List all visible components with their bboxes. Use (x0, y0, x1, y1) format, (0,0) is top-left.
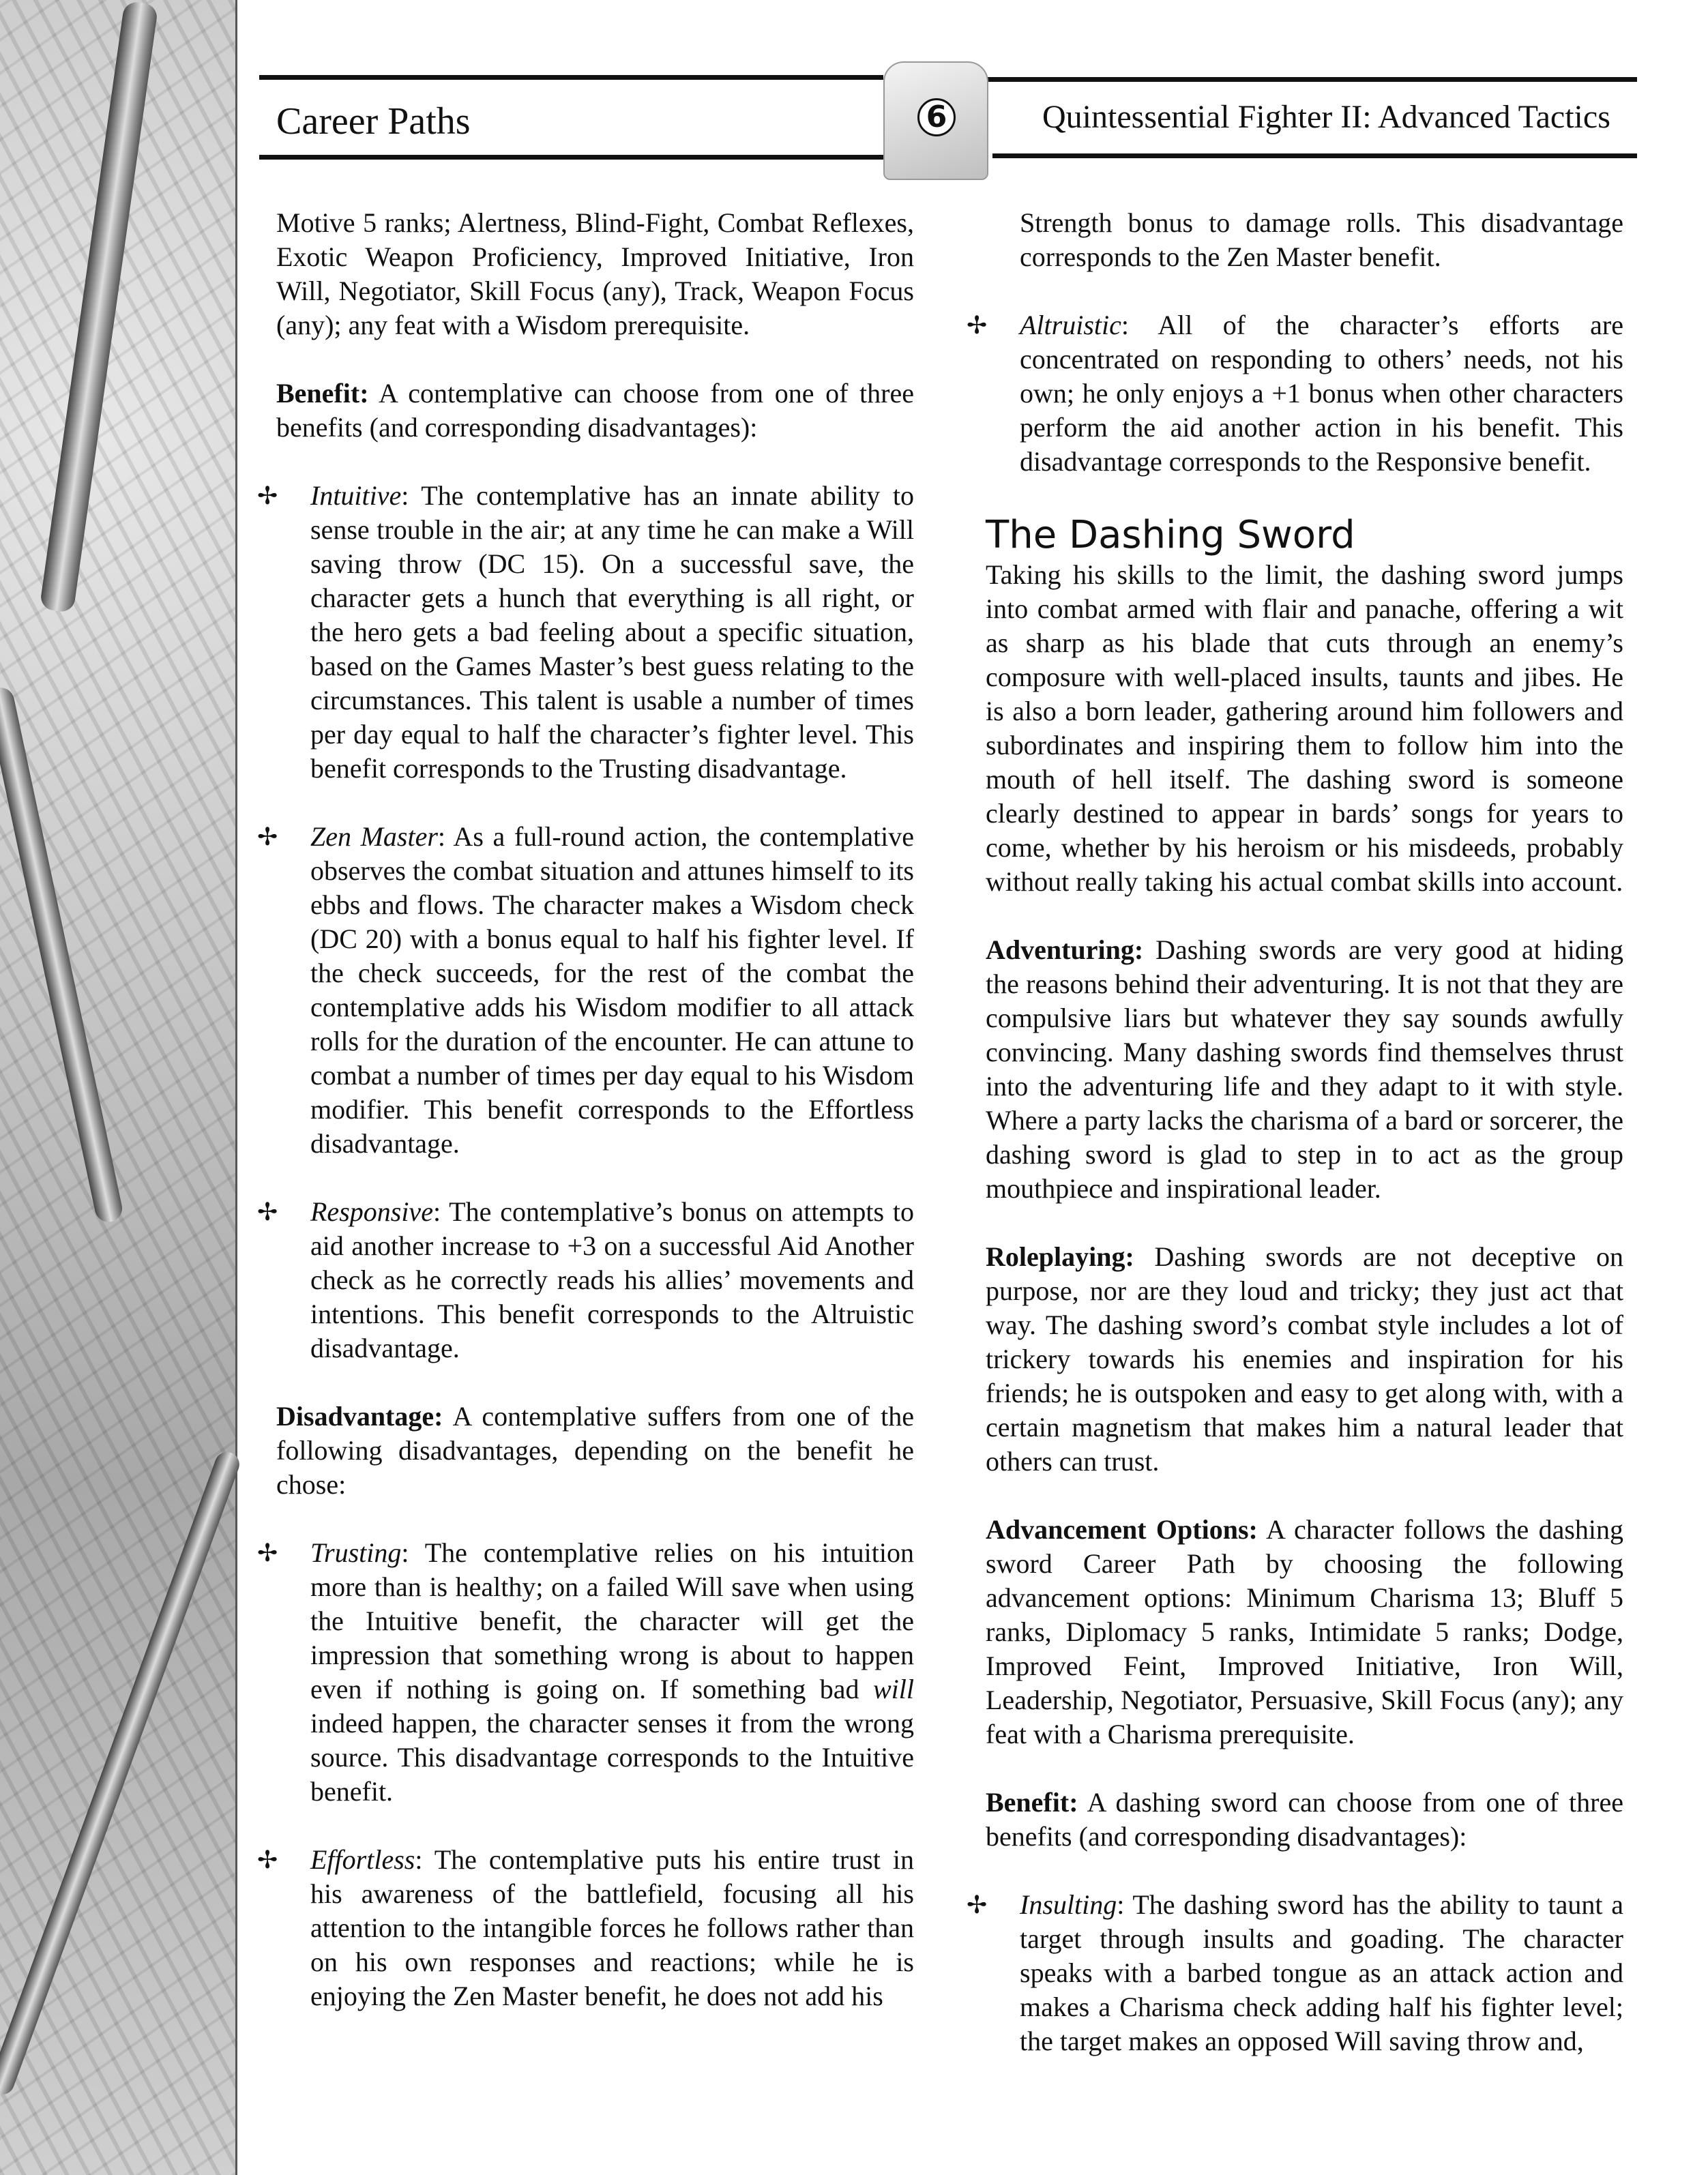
header-rule-bottom-right (992, 153, 1637, 158)
run-in-heading: Roleplaying: (986, 1241, 1134, 1272)
text-run: : The contemplative relies on his intuition more than is healthy; on a failed Will save when using the Intuitive benefit, the character will get the impression that something wrong is about to happen even if nothing is going on. If something bad (310, 1537, 914, 1704)
text-run: Motive 5 ranks; Alertness, Blind-Fight, Combat Reflexes, Exotic Weapon Proficiency, Improved Initiative, Iron Will, Negotiator, Skill Focus (any), Track, Weapon Focus (any); any feat with a Wisdom prerequisite. (276, 207, 914, 340)
bullet-star-icon: ✢ (257, 1198, 278, 1226)
text-run: : The contemplative has an innate ability to sense trouble in the air; at any time he can make a Will saving throw (DC 15). On a successful save, the character gets a hunch that everything is all right, or the hero gets a bad feeling about a specific situation, based on the Games Master’s best guess relating to the circumstances. This talent is usable a number of times per day equal to half the character’s fighter level. This benefit corresponds to the Trusting disadvantage. (310, 480, 914, 784)
italic-term: Responsive (310, 1196, 433, 1227)
header-rule-bottom-left (259, 155, 904, 160)
text-run: A contemplative suffers from one of the following disadvantages, depending on the benefit he chose: (276, 1401, 914, 1500)
left-column (257, 206, 914, 2047)
text-run: Dashing swords are very good at hiding the reasons behind their adventuring. It is not that they are compulsive liars but whatever they say sounds awfully convincing. Many dashing swords find themselves thrust into the adventuring life and they adapt to it with style. Where a party lacks the charisma of a bard or sorcerer, the dashing sword is glad to step in to act as the group mouthpiece and inspirational leader. (986, 934, 1623, 1204)
text-run: Dashing swords are not deceptive on purpose, nor are they loud and tricky; they just act that way. The dashing sword’s combat style includes a lot of trickery towards his enemies and inspiration for his friends; he is outspoken and easy to get along with, with a certain magnetism that makes him a natural leader that others can trust. (986, 1241, 1623, 1477)
bullet-item (257, 479, 914, 786)
section-heading (986, 513, 1623, 558)
text-run: The Dashing Sword (986, 513, 1355, 557)
sword-drawing (40, 1, 159, 613)
text-run: A character follows the dashing sword Career Path by choosing the following advancement options: Minimum Charisma 13; Bluff 5 ranks, Diplomacy 5 ranks, Intimidate 5 ranks; Dodge, Improved Feint, Improved Initiative, Iron Will, Leadership, Negotiator, Persuasive, Skill Focus (any); any feat with a Charisma prerequisite. (986, 1514, 1623, 1749)
italic-term: Altruistic (1020, 310, 1121, 340)
right-column (967, 206, 1623, 2092)
italic-term: Zen Master (310, 821, 438, 852)
text-run: A contemplative can choose from one of three benefits (and corresponding disadvantages): (276, 378, 914, 443)
text-run: : The contemplative’s bonus on attempts to aid another increase to +3 on a successful Aid Another check as he correctly reads his allies’ movements and intentions. This benefit corresponds to the Altruistic disadvantage. (310, 1196, 914, 1363)
spear-drawing (0, 1449, 243, 2098)
bullet-item (967, 1888, 1623, 2058)
bullet-item (257, 1195, 914, 1365)
paragraph (276, 376, 914, 445)
italic-term: Effortless (310, 1844, 415, 1875)
page-number: 6 (917, 98, 956, 136)
paragraph (986, 1513, 1623, 1751)
paragraph (276, 1400, 914, 1502)
italic-term: Trusting (310, 1537, 402, 1568)
paragraph (986, 933, 1623, 1206)
paragraph (986, 1240, 1623, 1479)
italic-term: will (872, 1674, 914, 1704)
text-run: : The contemplative puts his entire trust in his awareness of the battlefield, focusing all his attention to the intangible forces he follows rather than on his own responses and reactions; while he is enjoying the Zen Master benefit, he does not add his (310, 1844, 914, 2011)
text-run: Taking his skills to the limit, the dashing sword jumps into combat armed with flair and panache, offering a wit as sharp as his blade that cuts through an enemy’s composure with well-placed insults, taunts and jibes. He is also a born leader, gathering around him followers and subordinates and inspiring them to follow him into the mouth of hell itself. The dashing sword is someone clearly destined to appear in bards’ songs for years to come, whether by his heroism or his misdeeds, probably without really taking his actual combat skills into account. (986, 559, 1623, 897)
text-run: A dashing sword can choose from one of three benefits (and corresponding disadvantages): (986, 1787, 1623, 1852)
paragraph (986, 1786, 1623, 1854)
italic-term: Insulting (1020, 1889, 1117, 1920)
bullet-star-icon: ✢ (967, 312, 988, 339)
run-in-heading: Benefit: (986, 1787, 1078, 1818)
run-in-heading: Benefit: (276, 378, 369, 409)
header-rule-top-left (259, 75, 883, 80)
bullet-star-icon: ✢ (257, 823, 278, 850)
paragraph (276, 206, 914, 342)
bullet-star-icon: ✢ (257, 482, 278, 509)
text-run: Strength bonus to damage rolls. This disadvantage corresponds to the Zen Master benefit. (1020, 207, 1623, 272)
bullet-item (257, 820, 914, 1161)
run-in-heading: Adventuring: (986, 934, 1144, 965)
italic-term: Intuitive (310, 480, 402, 511)
book-title: Quintessential Fighter II: Advanced Tactics (1042, 99, 1610, 135)
run-in-heading: Disadvantage: (276, 1401, 443, 1432)
paragraph (986, 558, 1623, 899)
bullet-star-icon: ✢ (257, 1539, 278, 1567)
paragraph (986, 206, 1623, 274)
bullet-star-icon: ✢ (257, 1846, 278, 1874)
header-rule-top-right (986, 77, 1637, 82)
text-run: : The dashing sword has the ability to taunt a target through insults and goading. The character speaks with a barbed tongue as an attack action and makes a Charisma check adding half his fighter level; the target makes an opposed Will saving throw and, (1020, 1889, 1623, 2056)
bullet-item (257, 1536, 914, 1809)
bullet-star-icon: ✢ (967, 1891, 988, 1919)
text-run: indeed happen, the character senses it from the wrong source. This disadvantage corresponds to the Intuitive benefit. (310, 1708, 914, 1807)
text-run: : As a full-round action, the contemplative observes the combat situation and attunes himself to its ebbs and flows. The character makes a Wisdom check (DC 20) with a bonus equal to half his fighter level. If the check succeeds, for the rest of the combat the contemplative adds his Wisdom modifier to all attack rolls for the duration of the encounter. He can attune to combat a number of times per day equal to his Wisdom modifier. This benefit corresponds to the Effortless disadvantage. (310, 821, 914, 1159)
staff-drawing (0, 685, 125, 1225)
bullet-item (257, 1843, 914, 2013)
text-run: : All of the character’s efforts are concentrated on responding to others’ needs, not his own; he only enjoys a +1 bonus when other characters perform the aid another action in his benefit. This disadvantage corresponds to the Responsive benefit. (1020, 310, 1623, 477)
decorative-weapons-illustration (0, 0, 237, 2175)
bullet-item (967, 308, 1623, 479)
chapter-chest-icon (883, 61, 988, 180)
run-in-heading: Advancement Options: (986, 1514, 1258, 1545)
section-title: Career Paths (276, 100, 471, 143)
